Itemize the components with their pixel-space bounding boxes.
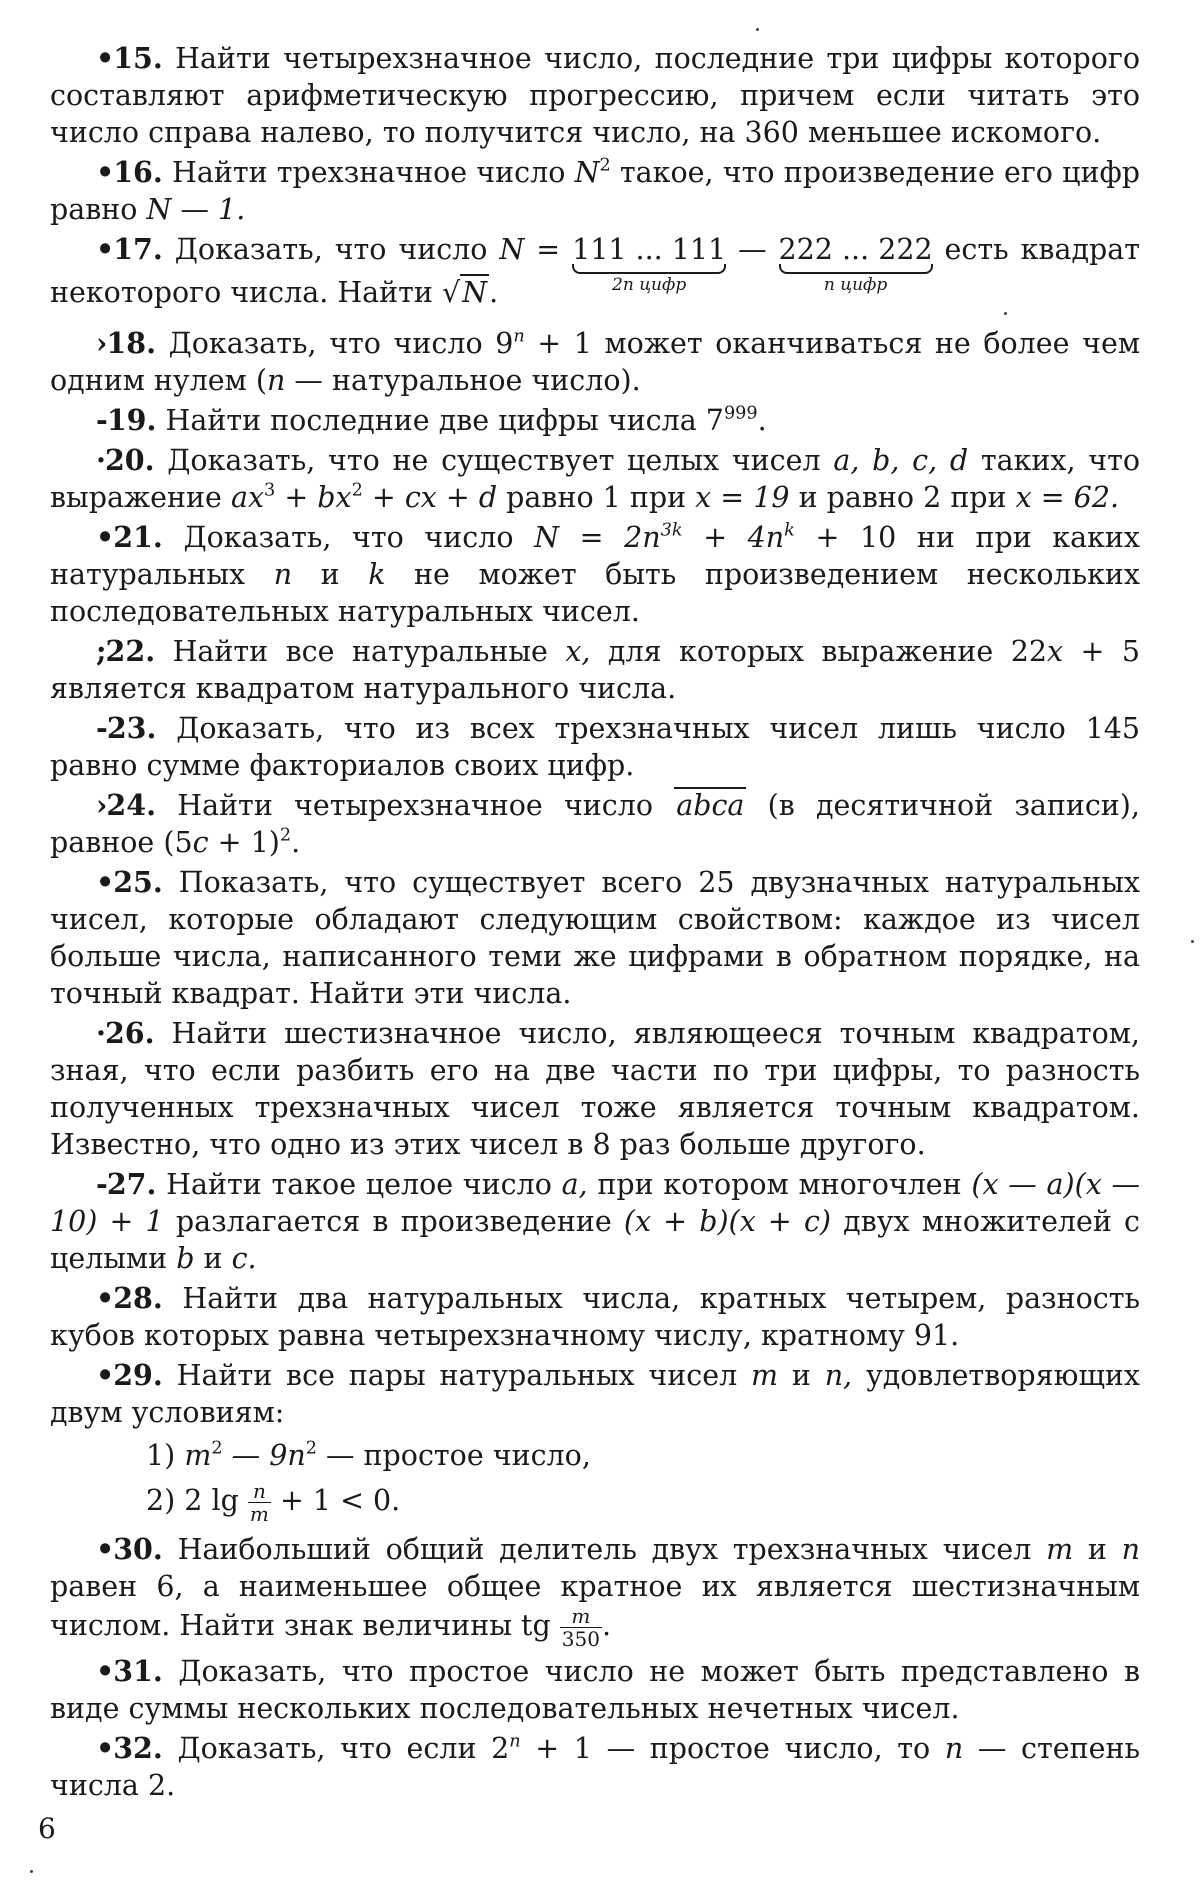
problem-15 xyxy=(50,40,1140,151)
ones-number: 111 ... 111 xyxy=(572,233,727,266)
problem-text: Найти трехзначное число xyxy=(172,156,575,189)
problem-number: 32. xyxy=(113,1731,163,1765)
brace-label: n цифр xyxy=(823,275,888,295)
problem-text: Найти все натуральные xyxy=(172,635,566,668)
expression: x = 62. xyxy=(1015,481,1120,514)
problem-text: Найти шестизначное число, являющееся точным квадратом, зная, что если разбить его на две части по три цифры, то разность полученных трехзначных чисел тоже является точным квадратом. Известно, что одно из этих чисел в 8 раз больше другого. xyxy=(50,1017,1140,1161)
brace-label: 2n цифр xyxy=(612,275,687,295)
problem-marker: • xyxy=(96,1281,114,1315)
problem-17 xyxy=(50,231,1140,311)
problem-number: 15. xyxy=(113,41,163,75)
expression: N — 1. xyxy=(146,193,246,226)
condition-1 xyxy=(146,1437,1140,1474)
expression: m xyxy=(184,1439,212,1472)
fraction-numerator: m xyxy=(560,1605,602,1628)
problem-text: Доказать, что число xyxy=(183,521,535,554)
problem-number: 24. xyxy=(106,788,156,822)
problem-text: (в десятичной записи), равное (5 xyxy=(50,789,1140,859)
expression: N = xyxy=(499,233,561,266)
problem-text: при котором многочлен xyxy=(587,1168,972,1201)
problem-22 xyxy=(50,633,1140,707)
problem-marker: • xyxy=(96,1731,114,1765)
expression: (x — a)(x — 10) + 1 xyxy=(50,1168,1140,1238)
problem-text: + 1 может оканчиваться не более чем одним нулем ( xyxy=(50,327,1140,397)
punctuation: . xyxy=(757,404,767,437)
exponent: n xyxy=(513,326,525,347)
fraction-denominator: 350 xyxy=(561,1627,600,1651)
scan-speck-icon xyxy=(756,28,759,31)
fraction xyxy=(248,1480,271,1525)
radical-icon: √ xyxy=(442,276,461,309)
problem-number: 20. xyxy=(104,443,155,477)
problem-text: Найти два натуральных числа, кратных четырем, разность кубов которых равна четырехзначному числу, кратному 91. xyxy=(50,1282,1140,1352)
problem-number: 21. xyxy=(113,520,163,554)
problem-marker: ; xyxy=(96,634,106,668)
expression: N = 2n xyxy=(534,521,661,554)
exponent: 2 xyxy=(211,1438,223,1459)
problem-marker: • xyxy=(96,1532,114,1566)
problem-25 xyxy=(50,864,1140,1012)
page-content xyxy=(50,40,1140,1807)
punctuation: . xyxy=(601,1609,612,1642)
problem-text: Показать, что существует всего 25 двузначных натуральных чисел, которые обладают следующим свойством: каждое из чисел больше числа, написанного теми же цифрами в обратном порядке, на точный квадрат. Найти эти числа. xyxy=(50,866,1141,1010)
exponent: 2 xyxy=(351,480,363,501)
variable: N xyxy=(574,156,600,189)
variable: n xyxy=(273,558,293,591)
problem-text: + 10 ни при каких натуральных xyxy=(50,521,1140,591)
problem-number: 28. xyxy=(113,1281,163,1315)
problem-text: + 1 — простое число, то xyxy=(520,1732,945,1765)
problem-text: двух множителей с целыми xyxy=(50,1205,1141,1275)
problem-text: не может быть произведением нескольких последовательных натуральных чисел. xyxy=(50,558,1141,628)
problem-21 xyxy=(50,519,1140,630)
variable: n, xyxy=(824,1359,853,1392)
variable: n xyxy=(1121,1533,1140,1566)
conjunction: и xyxy=(1073,1533,1122,1566)
exponent: 999 xyxy=(723,403,758,424)
problem-19 xyxy=(50,402,1140,439)
exponent: 3k xyxy=(660,520,683,541)
problem-number: 22. xyxy=(105,634,156,668)
problem-number: 23. xyxy=(106,711,157,745)
variable: x xyxy=(1047,635,1064,668)
problem-text: Найти четырехзначное число xyxy=(177,789,675,822)
problem-30 xyxy=(50,1531,1140,1650)
condition-number: 1) xyxy=(146,1439,185,1472)
problem-number: 16. xyxy=(113,155,163,189)
problem-text: равно 1 при xyxy=(497,481,696,514)
problem-marker: - xyxy=(96,711,107,745)
problem-text: разлагается в произведение xyxy=(163,1205,624,1238)
punctuation: . xyxy=(489,276,499,309)
expression: ax xyxy=(230,481,265,514)
expression: + bx xyxy=(275,481,352,514)
exponent: 2 xyxy=(305,1438,317,1459)
problem-text: — натуральное число). xyxy=(285,364,641,397)
variable: b xyxy=(176,1242,195,1275)
exponent: k xyxy=(784,520,795,541)
fraction-denominator: m xyxy=(249,1502,269,1526)
twos-number: 222 ... 222 xyxy=(778,233,933,266)
problem-number: 26. xyxy=(104,1016,155,1050)
problem-26 xyxy=(50,1015,1140,1163)
problem-marker: • xyxy=(96,1358,114,1392)
condition-2 xyxy=(146,1480,1140,1525)
variable: n xyxy=(944,1732,964,1765)
problem-number: 18. xyxy=(106,326,156,360)
sqrt-expression xyxy=(442,274,489,309)
expression: — 9n xyxy=(222,1439,306,1472)
problem-marker: · xyxy=(96,1016,105,1050)
problem-text: + 5 является квадратом натурального числа. xyxy=(50,635,1140,705)
scan-speck-icon xyxy=(1004,312,1007,315)
problem-text: Найти четырехзначное число, последние три цифры которого составляют арифметическую прогрессию, причем если читать это число справа налево, то получится число, на 360 меньшее искомого. xyxy=(50,42,1140,149)
problem-text: удовлетворяющих двум условиям: xyxy=(50,1359,1141,1429)
problem-marker: • xyxy=(96,41,114,75)
problem-number: 29. xyxy=(113,1358,163,1392)
variable: m xyxy=(1046,1533,1074,1566)
condition-text: + 1 < 0. xyxy=(270,1484,401,1517)
problem-31 xyxy=(50,1653,1140,1727)
problem-text: Наибольший общий делитель двух трехзначных чисел xyxy=(177,1533,1047,1566)
problem-number: 27. xyxy=(106,1167,157,1201)
problem-marker: • xyxy=(96,520,114,554)
underbrace-ones xyxy=(572,231,727,295)
problem-marker: - xyxy=(96,1167,107,1201)
conjunction: и xyxy=(778,1359,825,1392)
problem-29 xyxy=(50,1357,1140,1431)
problem-number: 25. xyxy=(113,865,163,899)
variable: c xyxy=(192,826,209,859)
problem-number: 19. xyxy=(106,403,157,437)
problem-28 xyxy=(50,1280,1140,1354)
variable: c. xyxy=(231,1242,257,1275)
problem-text: Доказать, что не существует целых чисел xyxy=(167,444,834,477)
variable: a, xyxy=(561,1168,588,1201)
conjunction: и xyxy=(292,558,369,591)
problem-text: равен 6, а наименьшее общее кратное их является шестизначным числом. Найти знак величины tg xyxy=(50,1570,1140,1642)
variable: k xyxy=(368,558,386,591)
problem-18 xyxy=(50,325,1140,399)
expression: + cx + d xyxy=(362,481,498,514)
problem-text: Найти последние две цифры числа 7 xyxy=(165,404,724,437)
problem-text: Доказать, что число xyxy=(174,233,500,266)
problem-text: Доказать, что если 2 xyxy=(177,1732,510,1765)
problem-marker: • xyxy=(96,232,114,266)
problem-marker: · xyxy=(96,443,105,477)
variables: a, b, c, d xyxy=(833,444,969,477)
punctuation: . xyxy=(291,826,301,859)
exponent: 3 xyxy=(264,480,276,501)
problem-text: Доказать, что из всех трехзначных чисел лишь число 145 равно сумме факториалов своих цифр. xyxy=(50,712,1140,782)
problem-number: 31. xyxy=(113,1654,163,1688)
problem-number: 17. xyxy=(113,232,163,266)
problem-text: и равно 2 при xyxy=(789,481,1016,514)
problem-20 xyxy=(50,442,1140,516)
page-number: 6 xyxy=(38,1812,56,1845)
condition-number: 2) 2 lg xyxy=(146,1484,248,1517)
problem-marker: • xyxy=(96,1654,114,1688)
problem-text: для которых выражение 22 xyxy=(590,635,1047,668)
fraction-numerator: n xyxy=(248,1480,271,1503)
condition-text: — простое число, xyxy=(316,1439,591,1472)
exponent: n xyxy=(509,1731,521,1752)
problem-text: — степень числа 2. xyxy=(50,1732,1140,1802)
problem-text: + 1) xyxy=(208,826,280,859)
expression: (x + b)(x + c) xyxy=(623,1205,832,1238)
scan-speck-icon xyxy=(1191,940,1194,943)
overlined-number: abca xyxy=(676,789,745,822)
problem-text: Найти все пары натуральных чисел xyxy=(176,1359,752,1392)
problem-text: есть квадрат некоторого числа. Найти xyxy=(50,233,1140,309)
minus-sign: — xyxy=(726,233,779,266)
problem-text: Доказать, что число 9 xyxy=(168,327,514,360)
problem-marker: › xyxy=(96,326,107,360)
variable: x, xyxy=(565,635,591,668)
problem-27 xyxy=(50,1166,1140,1277)
conjunction: и xyxy=(194,1242,232,1275)
problem-text: Найти такое целое число xyxy=(166,1168,562,1201)
expression: + 4n xyxy=(682,521,785,554)
variable: n xyxy=(267,364,286,397)
problem-marker: • xyxy=(96,155,114,189)
variable: m xyxy=(751,1359,779,1392)
problem-23 xyxy=(50,710,1140,784)
problem-24 xyxy=(50,787,1140,861)
exponent: 2 xyxy=(599,155,611,176)
fraction xyxy=(560,1605,602,1650)
radicand: N xyxy=(462,276,488,309)
problem-marker: - xyxy=(96,403,107,437)
problem-32 xyxy=(50,1730,1140,1804)
problem-16 xyxy=(50,154,1140,228)
problem-marker: • xyxy=(96,865,114,899)
scan-speck-icon xyxy=(30,1870,33,1873)
problem-text: таких, что выражение xyxy=(50,444,1141,514)
problem-text: такое, что произведение его цифр равно xyxy=(50,156,1141,226)
problem-number: 30. xyxy=(113,1532,163,1566)
underbrace-twos xyxy=(778,231,933,295)
problem-marker: › xyxy=(96,788,107,822)
exponent: 2 xyxy=(279,825,292,846)
problem-text: Доказать, что простое число не может быть представлено в виде суммы нескольких последовательных нечетных чисел. xyxy=(50,1655,1141,1725)
expression: x = 19 xyxy=(695,481,790,514)
